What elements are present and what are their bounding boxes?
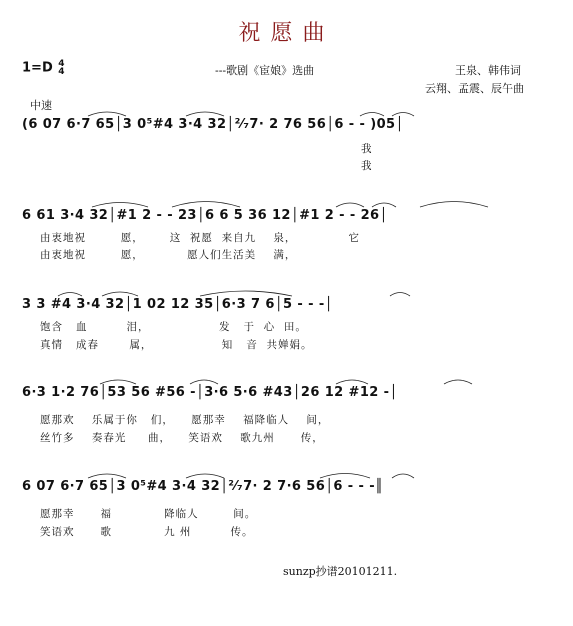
notation-line: 6 61 3·4 32│#1 2 - - 23│6 6 5 36 12│#1 2 - - 26│ — [22, 208, 388, 223]
lyric-verse-1: 我 — [40, 143, 373, 155]
notation-line: 3 3 #4 3·4 32│1 02 12 35│6·3 7 6│5 - - -│ — [22, 297, 333, 312]
time-signature — [58, 60, 64, 76]
notation-line: 6 07 6·7 65│3 0⁵#4 3·4 32│²⁄₇7· 2 7·6 56│6 - - -║ — [22, 479, 384, 494]
tempo-marking: 中速 — [30, 99, 52, 112]
key-label: 1=D — [22, 60, 53, 76]
page-title: 祝愿曲 — [238, 21, 335, 46]
key-signature — [22, 60, 65, 76]
meter-top: 4 — [58, 59, 65, 69]
lyric-verse-1: 愿那欢 乐属于你 们， 愿那幸 福降临人 间， — [40, 414, 330, 426]
lyric-verse-1: 饱含 血 泪， 发 于 心 田。 — [40, 321, 307, 333]
lyric-verse-2: 丝竹多 奏春光 曲， 笑语欢 歌九州 传， — [40, 432, 324, 444]
notation-line: (6 07 6·7 65│3 0⁵#4 3·4 32│²⁄₇7· 2 76 56│6 - - )05│ — [22, 117, 404, 132]
lyric-verse-2: 我 — [40, 160, 373, 172]
lyric-verse-2: 由衷地祝 愿， 愿人们生活美 满， — [40, 249, 297, 261]
notation-line: 6·3 1·2 76│53 56 #56 -│3·6 5·6 #43│26 12 #12 -│ — [22, 385, 398, 400]
lyric-verse-1: 愿那幸 福 降临人 间。 — [40, 508, 257, 520]
source-note: ---歌剧《宦娘》选曲 — [215, 64, 315, 77]
transcriber-credit: sunzp抄谱20101211. — [283, 565, 398, 578]
meter-bottom: 4 — [58, 67, 65, 77]
lyric-verse-2: 笑语欢 歌 九 州 传。 — [40, 526, 254, 538]
lyric-verse-2: 真情 成春 属， 知 音 共婵娟。 — [40, 339, 313, 351]
lyric-verse-1: 由衷地祝 愿， 这 祝愿 来自九 泉， 它 — [40, 232, 360, 244]
composer-credit: 云翔、孟震、辰午曲 — [425, 82, 524, 95]
lyricist-credit: 王泉、韩伟词 — [455, 64, 521, 77]
